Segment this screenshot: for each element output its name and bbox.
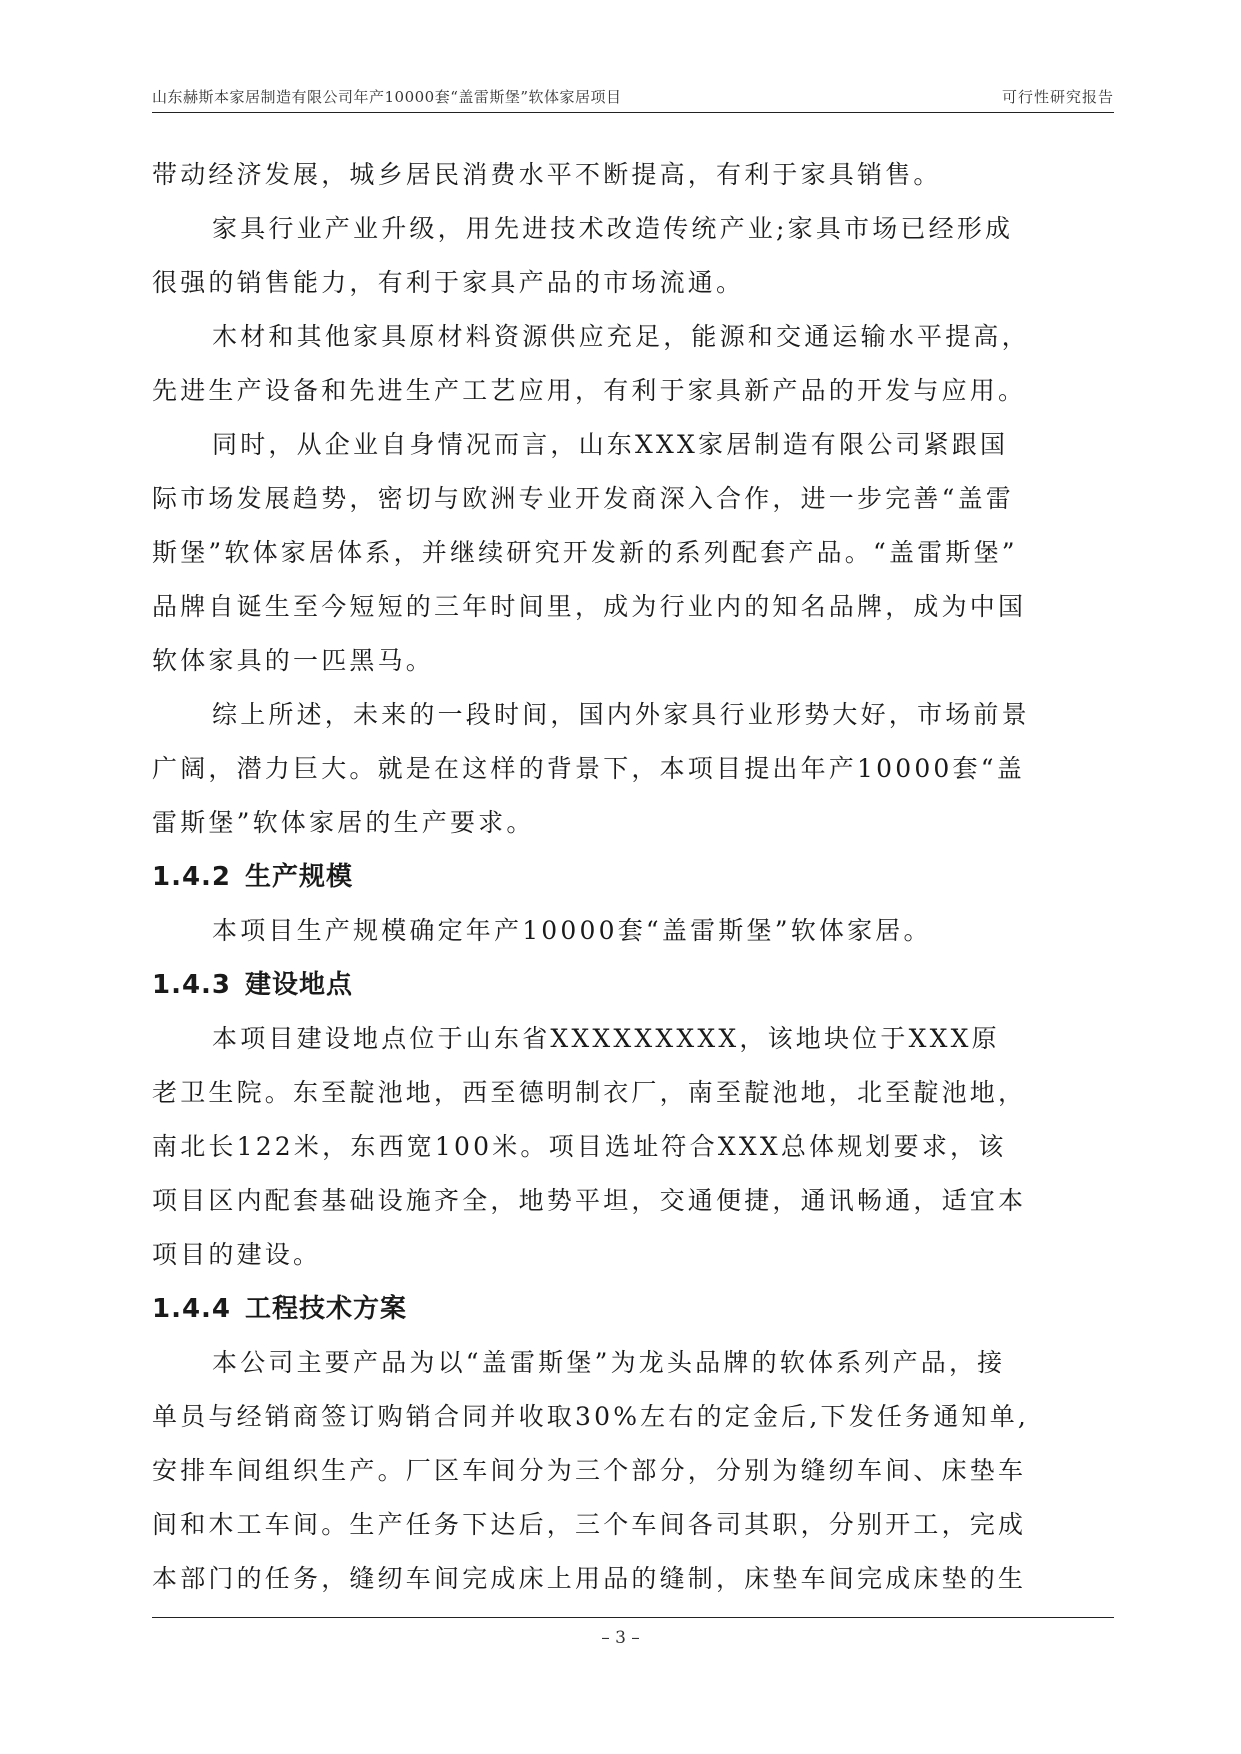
section-heading-1-4-3	[152, 958, 1114, 1012]
header-doc-type: 可行性研究报告	[1001, 88, 1114, 106]
text-line: 先进生产设备和先进生产工艺应用，有利于家具新产品的开发与应用。	[152, 376, 1027, 405]
text-line: 品牌自诞生至今短短的三年时间里，成为行业内的知名品牌，成为中国	[152, 592, 1027, 621]
text-line: 综上所述，未来的一段时间，国内外家具行业形势大好，市场前景	[212, 700, 1030, 729]
paragraph-7	[152, 1012, 1114, 1282]
text-line: 老卫生院。东至靛池地，西至德明制衣厂，南至靛池地，北至靛池地，	[152, 1078, 1027, 1107]
footer-divider	[152, 1617, 1114, 1618]
text-line: 安排车间组织生产。厂区车间分为三个部分，分别为缝纫车间、床垫车	[152, 1456, 1027, 1485]
section-heading-1-4-4	[152, 1282, 1114, 1336]
text-line: 广阔，潜力巨大。就是在这样的背景下，本项目提出年产10000套“盖	[152, 754, 1025, 783]
text-line: 项目的建设。	[152, 1240, 322, 1269]
text-line: 带动经济发展，城乡居民消费水平不断提高，有利于家具销售。	[152, 160, 942, 189]
section-title: 建设地点	[245, 970, 354, 1000]
page-header	[152, 84, 1114, 113]
page-number: – 3 –	[601, 1628, 640, 1648]
text-line: 项目区内配套基础设施齐全，地势平坦，交通便捷，通讯畅通，适宜本	[152, 1186, 1027, 1215]
paragraph-3	[152, 310, 1114, 418]
text-line: 本公司主要产品为以“盖雷斯堡”为龙头品牌的软体系列产品，接	[212, 1348, 1006, 1377]
text-line: 斯堡”软体家居体系，并继续研究开发新的系列配套产品。“盖雷斯堡”	[152, 538, 1018, 567]
text-line: 木材和其他家具原材料资源供应充足，能源和交通运输水平提高，	[212, 322, 1030, 351]
section-title: 生产规模	[245, 862, 354, 892]
text-line: 际市场发展趋势，密切与欧洲专业开发商深入合作，进一步完善“盖雷	[152, 484, 1014, 513]
page-content	[152, 148, 1114, 1606]
paragraph-6	[152, 904, 1114, 958]
text-line: 软体家具的一匹黑马。	[152, 646, 435, 675]
text-line: 雷斯堡”软体家居的生产要求。	[152, 808, 535, 837]
section-number: 1.4.2	[152, 862, 232, 892]
paragraph-1	[152, 148, 1114, 202]
text-line: 同时，从企业自身情况而言，山东XXX家居制造有限公司紧跟国	[212, 430, 1009, 459]
text-line: 本项目建设地点位于山东省XXXXXXXXX，该地块位于XXX原	[212, 1024, 1000, 1053]
paragraph-5	[152, 688, 1114, 850]
text-line: 本部门的任务，缝纫车间完成床上用品的缝制，床垫车间完成床垫的生	[152, 1564, 1027, 1593]
text-line: 家具行业产业升级，用先进技术改造传统产业;家具市场已经形成	[212, 214, 1014, 243]
section-title: 工程技术方案	[245, 1294, 408, 1324]
text-line: 很强的销售能力，有利于家具产品的市场流通。	[152, 268, 745, 297]
section-number: 1.4.4	[152, 1294, 232, 1324]
paragraph-4	[152, 418, 1114, 688]
paragraph-2	[152, 202, 1114, 310]
header-title: 山东赫斯本家居制造有限公司年产10000套“盖雷斯堡”软体家居项目	[152, 88, 622, 106]
text-line: 单员与经销商签订购销合同并收取30%左右的定金后,下发任务通知单,	[152, 1402, 1030, 1431]
paragraph-8	[152, 1336, 1114, 1606]
text-line: 本项目生产规模确定年产10000套“盖雷斯堡”软体家居。	[212, 916, 932, 945]
section-heading-1-4-2	[152, 850, 1114, 904]
text-line: 间和木工车间。生产任务下达后，三个车间各司其职，分别开工，完成	[152, 1510, 1027, 1539]
section-number: 1.4.3	[152, 970, 232, 1000]
text-line: 南北长122米，东西宽100米。项目选址符合XXX总体规划要求，该	[152, 1132, 1007, 1161]
